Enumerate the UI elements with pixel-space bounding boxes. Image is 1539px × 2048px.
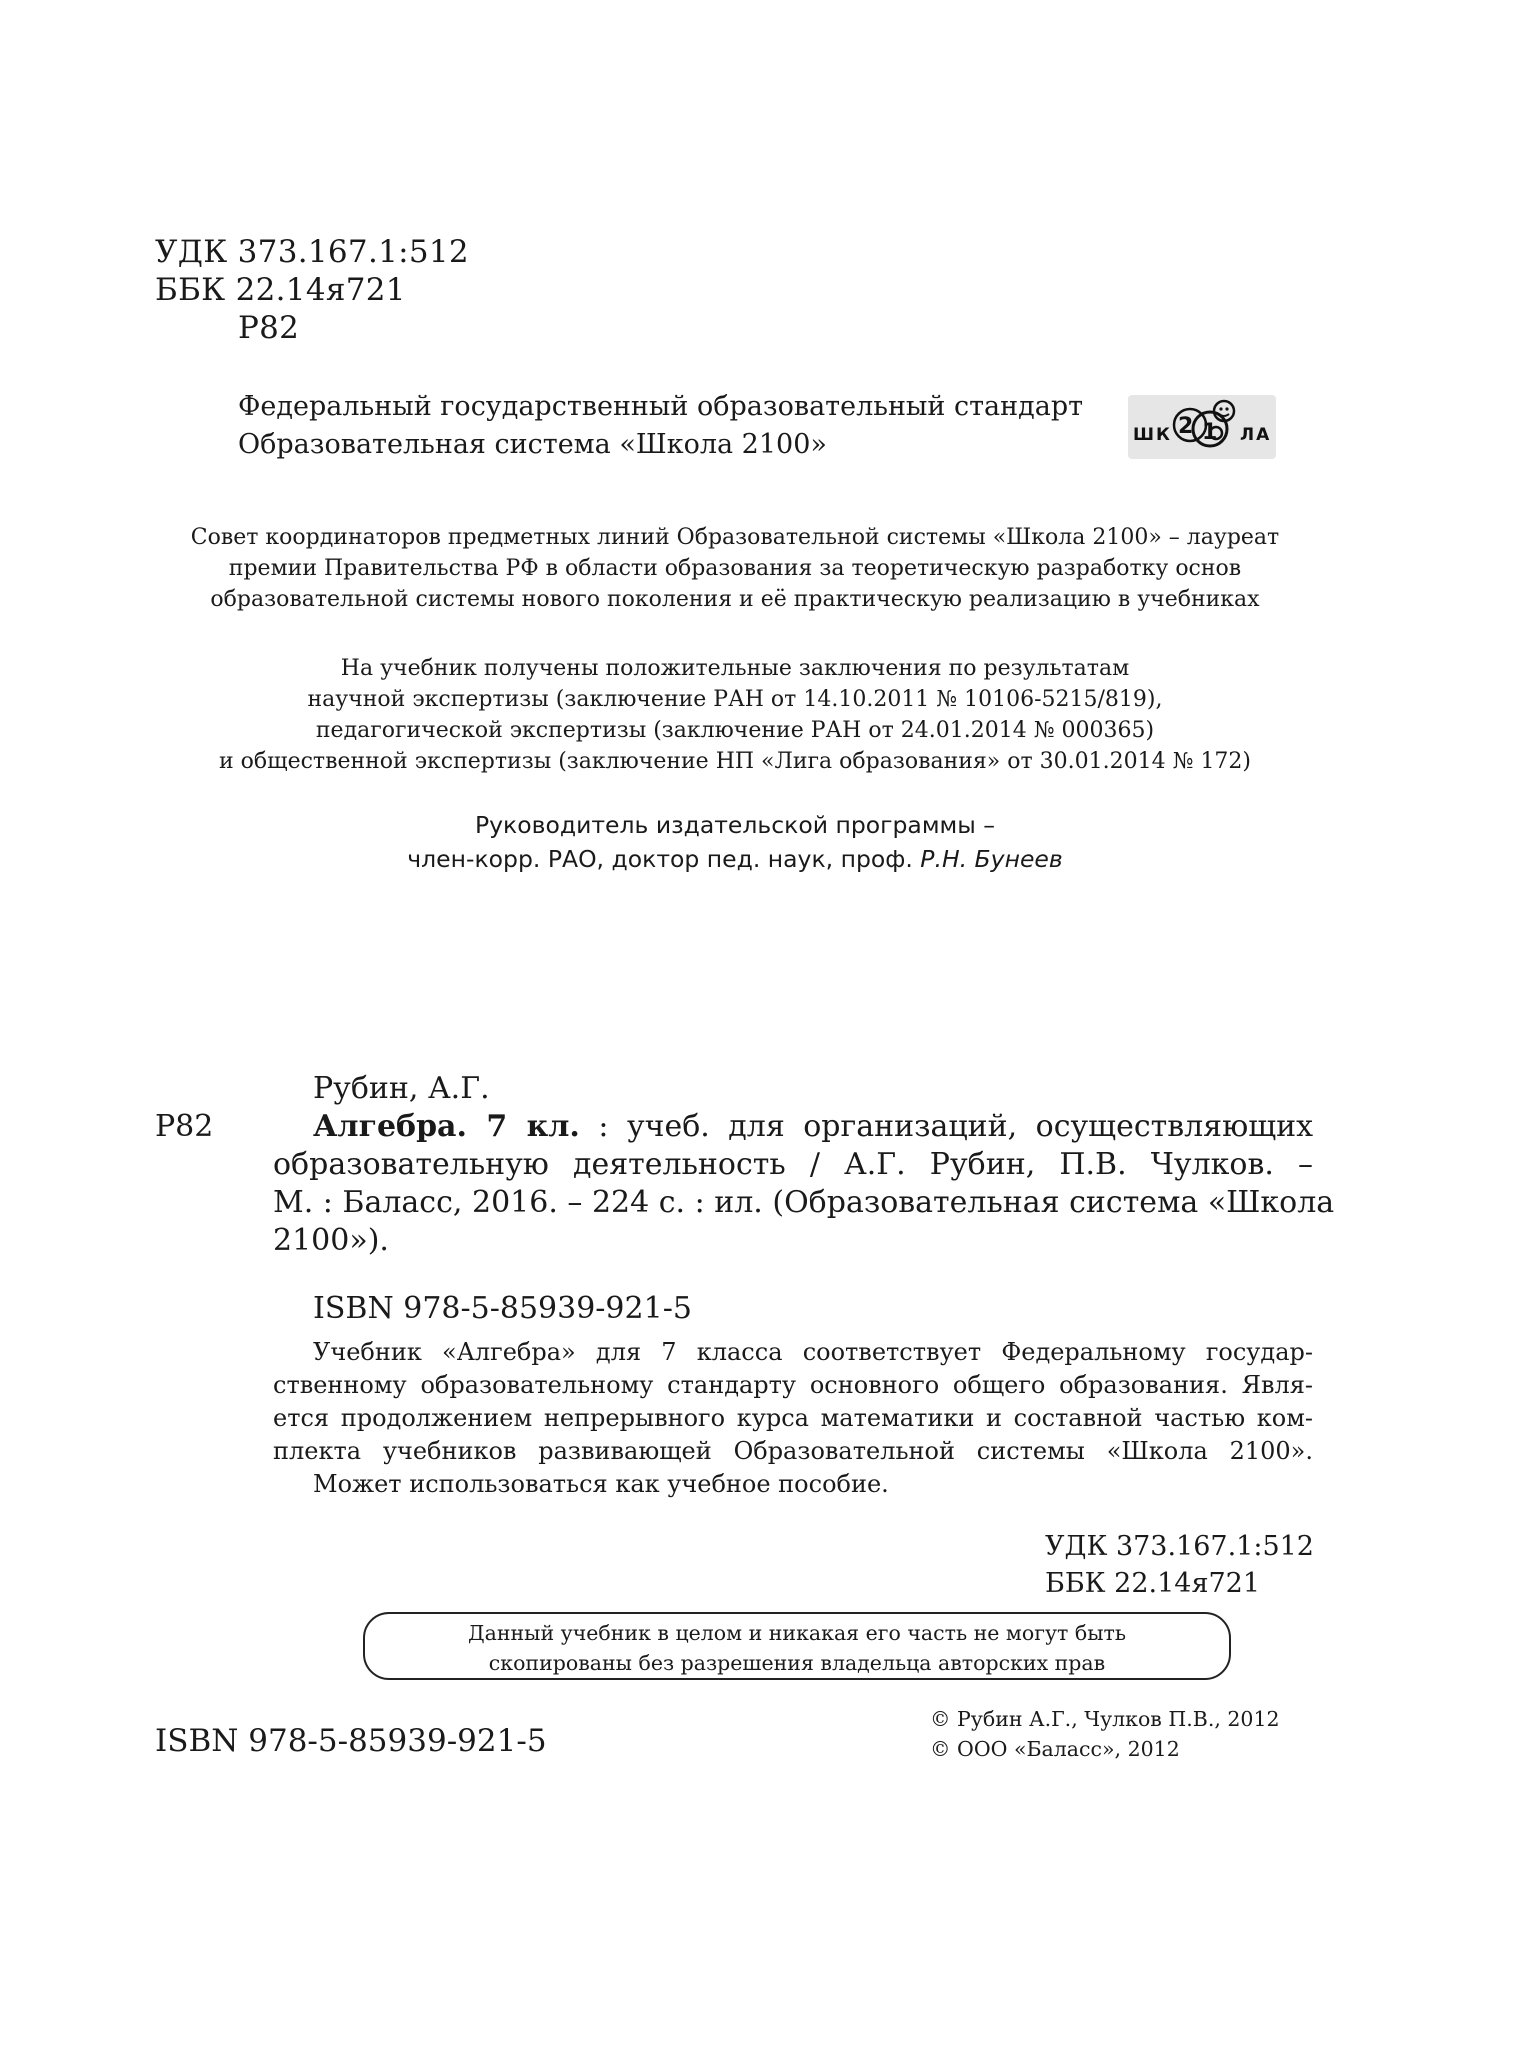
notice-line: скопированы без разрешения владельца авторских прав [488,1651,1106,1675]
standard-line-fgos: Федеральный государственный образовательный стандарт [238,391,1084,422]
copyright-publisher: © ООО «Баласс», 2012 [930,1737,1180,1761]
expertise-line: и общественной экспертизы (заключение НП «Лига образования» от 30.01.2014 № 172) [218,749,1252,774]
program-lead-credentials [140,842,1330,876]
expertise-line: На учебник получены положительные заключения по результатам [340,656,1130,681]
card-line: образовательную деятельность / А.Г. Рубин, П.В. Чулков. – [273,1147,1313,1182]
annotation-paragraph [273,1336,1313,1501]
council-paragraph [140,522,1330,615]
annotation-line: ственному образовательному стандарту основного общего образования. Явля- [273,1371,1313,1399]
council-line: образовательной системы нового поколения и её практическую реализацию в учебниках [210,587,1260,612]
logo-emblem-icon [1128,395,1276,459]
author-mark: Р82 [238,310,300,346]
copyright-authors: © Рубин А.Г., Чулков П.В., 2012 [930,1707,1280,1731]
card-description [273,1108,1335,1260]
udk-code: УДК 373.167.1:512 [155,234,469,270]
program-lead-position: член-корр. РАО, доктор пед. наук, проф. [407,845,921,873]
annotation-line: плекта учебников развивающей Образовательной системы «Школа 2100». [273,1437,1313,1465]
card-mark: Р82 [155,1109,214,1144]
isbn-bottom: ISBN 978-5-85939-921-5 [155,1723,547,1759]
bottom-bbk-code: ББК 22.14я721 [1045,1568,1261,1599]
standard-line-system: Образовательная система «Школа 2100» [238,429,827,460]
copyright-notice-box [363,1612,1231,1680]
card-line: 2100»). [273,1223,389,1258]
card-line: М. : Баласс, 2016. – 224 с. : ил. (Образовательная система «Школа [273,1185,1335,1220]
logo-left-text: ШК [1133,425,1172,445]
school-2100-logo [1128,395,1276,459]
expertise-line: педагогической экспертизы (заключение РАН от 24.01.2014 № 000365) [315,718,1155,743]
bottom-udk-code: УДК 373.167.1:512 [1045,1531,1314,1562]
program-lead [140,808,1330,876]
standard-block [238,388,1083,464]
notice-line: Данный учебник в целом и никакая его часть не могут быть [467,1621,1127,1645]
card-book-title: Алгебра. 7 кл. [313,1109,580,1144]
annotation-line: ется продолжением непрерывного курса математики и составной частью ком- [273,1404,1313,1432]
bottom-classification [1045,1528,1314,1602]
program-lead-title: Руководитель издательской программы – [474,811,996,839]
annotation-line: Может использоваться как учебное пособие. [313,1470,889,1498]
card-line1-rest: : учеб. для организаций, осуществляющих [579,1109,1314,1144]
svg-text:1: 1 [1202,420,1218,445]
bbk-code: ББК 22.14я721 [155,272,406,308]
council-line: Совет координаторов предметных линий Образовательной системы «Школа 2100» – лауреат [190,525,1280,550]
expertise-line: научной экспертизы (заключение РАН от 14.10.2011 № 10106-5215/819), [307,687,1163,712]
logo-right-text: ЛА [1240,425,1272,445]
svg-text:2: 2 [1178,414,1194,439]
card-isbn: ISBN 978-5-85939-921-5 [313,1291,692,1326]
card-line-title [273,1108,1313,1146]
expertise-paragraph [140,653,1330,777]
council-line: премии Правительства РФ в области образования за теоретическую разработку основ [228,556,1242,581]
program-lead-name: Р.Н. Бунеев [920,845,1063,873]
copyright-block [930,1704,1280,1764]
annotation-line: Учебник «Алгебра» для 7 класса соответствует Федеральному государ- [313,1338,1313,1366]
card-author: Рубин, А.Г. [313,1071,490,1106]
